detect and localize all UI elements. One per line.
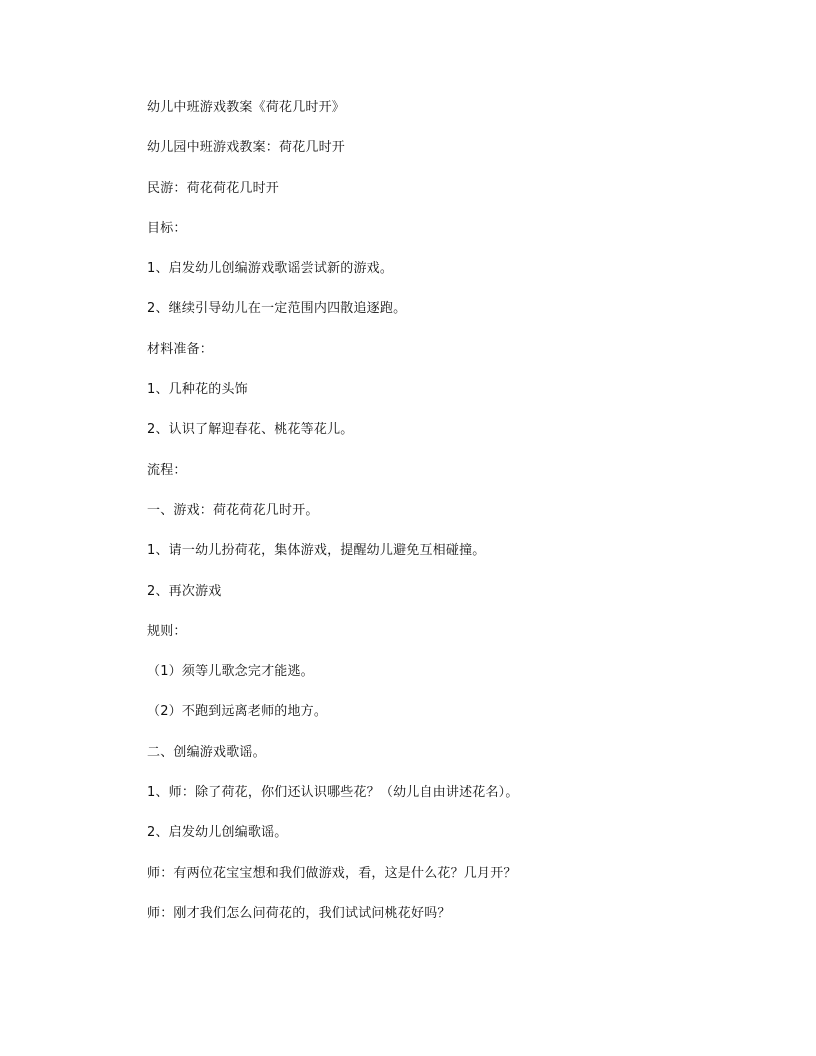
folk-game-line: 民游：荷花荷花几时开 (147, 180, 280, 196)
material-item-1: 1、几种花的头饰 (147, 382, 248, 398)
process-step-1-item-2: 2、再次游戏 (147, 583, 222, 599)
process-step-2-heading: 二、创编游戏歌谣。 (147, 744, 266, 760)
document-title: 幼儿中班游戏教案《荷花几时开》 (147, 100, 346, 115)
process-step-1-item-1: 1、请一幼儿扮荷花，集体游戏，提醒幼儿避免互相碰撞。 (147, 543, 486, 559)
subtitle-line: 幼儿园中班游戏教案：荷花几时开 (147, 140, 346, 156)
process-step-2-item-1: 1、师：除了荷花，你们还认识哪些花？（幼儿自由讲述花名）。 (147, 785, 519, 801)
teacher-dialogue-1: 师：有两位花宝宝想和我们做游戏，看，这是什么花？几月开？ (147, 865, 517, 881)
rule-item-1: （1）须等儿歌念完才能逃。 (147, 664, 314, 680)
teacher-dialogue-2: 师：刚才我们怎么问荷花的，我们试试问桃花好吗？ (147, 905, 451, 921)
process-step-1-heading: 一、游戏：荷花荷花几时开。 (147, 502, 319, 518)
material-item-2: 2、认识了解迎春花、桃花等花儿。 (147, 422, 354, 438)
goal-item-2: 2、继续引导幼儿在一定范围内四散追逐跑。 (147, 301, 407, 317)
process-step-2-item-2: 2、启发幼儿创编歌谣。 (147, 825, 288, 841)
section-heading-process: 流程： (147, 462, 187, 478)
rules-heading: 规则： (147, 623, 187, 639)
goal-item-1: 1、启发幼儿创编游戏歌谣尝试新的游戏。 (147, 261, 394, 277)
rule-item-2: （2）不跑到远离老师的地方。 (147, 704, 328, 720)
section-heading-goals: 目标： (147, 220, 187, 236)
section-heading-materials: 材料准备： (147, 341, 214, 357)
document-body (147, 98, 707, 944)
